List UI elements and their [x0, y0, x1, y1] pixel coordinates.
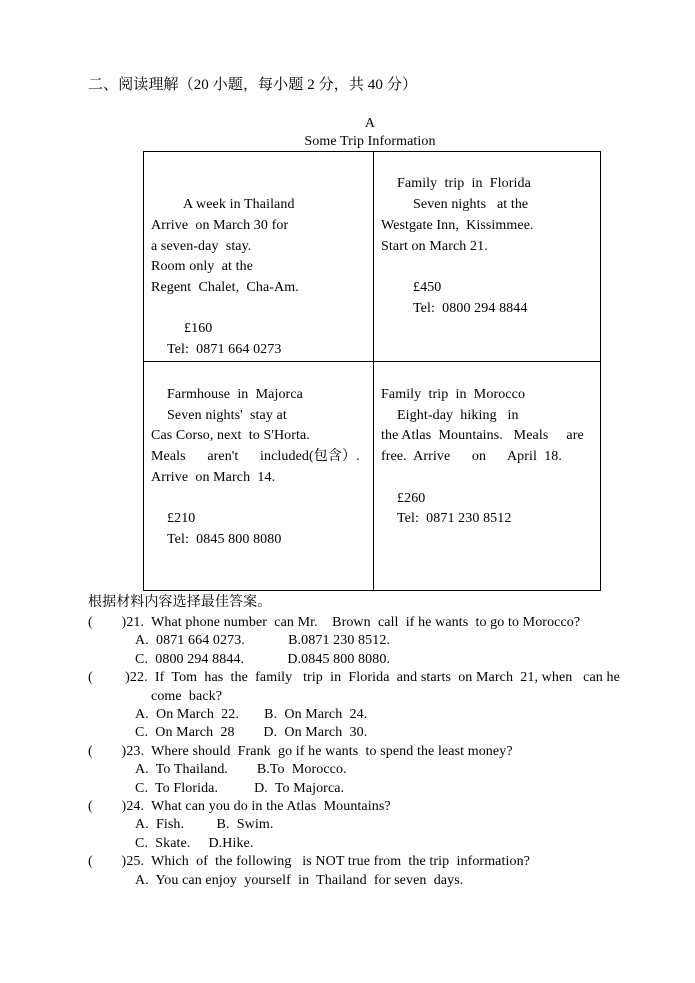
majorca-arrival: Arrive on March 14.	[151, 470, 276, 485]
trip-info-table	[143, 151, 601, 591]
instruction: 根据材料内容选择最佳答案。	[88, 595, 272, 610]
table-vertical-divider	[373, 151, 374, 590]
passage-letter: A	[364, 116, 376, 131]
morocco-tel: Tel: 0871 230 8512	[397, 511, 512, 526]
thailand-price: £160	[184, 321, 213, 336]
table-horizontal-divider	[143, 361, 601, 362]
florida-hotel: Westgate Inn, Kissimmee.	[381, 218, 534, 233]
morocco-meals: the Atlas Mountains. Meals are	[381, 428, 584, 443]
florida-tel: Tel: 0800 294 8844	[413, 301, 528, 316]
morocco-heading: Family trip in Morocco	[381, 387, 526, 402]
q23-options-cd: C. To Florida. D. To Majorca.	[135, 781, 345, 796]
florida-nights: Seven nights at the	[413, 197, 529, 212]
majorca-meals: Meals aren't included(包含）.	[151, 449, 360, 464]
q21-stem: ( )21. What phone number can Mr. Brown call if he wants to go to Morocco?	[88, 615, 581, 630]
q24-options-cd: C. Skate. D.Hike.	[135, 836, 254, 851]
florida-start: Start on March 21.	[381, 239, 488, 254]
thailand-tel: Tel: 0871 664 0273	[167, 342, 282, 357]
q22-stem-line2: come back?	[151, 689, 223, 704]
passage-title: Some Trip Information	[304, 134, 436, 149]
q24-stem: ( )24. What can you do in the Atlas Mountains?	[88, 799, 391, 814]
thailand-hotel: Regent Chalet, Cha-Am.	[151, 280, 299, 295]
q22-stem-line1: ( )22. If Tom has the family trip in Florida and starts on March 21, when can he	[88, 670, 620, 685]
majorca-stay: Seven nights' stay at	[167, 408, 287, 423]
section-title: 二、阅读理解（20 小题，每小题 2 分，共 40 分）	[88, 77, 418, 93]
q25-option-a: A. You can enjoy yourself in Thailand for seven days.	[135, 873, 464, 888]
q23-stem: ( )23. Where should Frank go if he wants to spend the least money?	[88, 744, 513, 759]
thailand-room: Room only at the	[151, 259, 254, 274]
thailand-stay: a seven-day stay.	[151, 239, 252, 254]
majorca-location: Cas Corso, next to S'Horta.	[151, 428, 310, 443]
morocco-arrival: free. Arrive on April 18.	[381, 449, 562, 464]
morocco-hiking: Eight-day hiking in	[397, 408, 519, 423]
majorca-price: £210	[167, 511, 196, 526]
florida-price: £450	[413, 280, 442, 295]
q21-options-ab: A. 0871 664 0273. B.0871 230 8512.	[135, 633, 391, 648]
thailand-arrival: Arrive on March 30 for	[151, 218, 289, 233]
q24-options-ab: A. Fish. B. Swim.	[135, 817, 274, 832]
q22-options-cd: C. On March 28 D. On March 30.	[135, 725, 368, 740]
q21-options-cd: C. 0800 294 8844. D.0845 800 8080.	[135, 652, 391, 667]
q23-options-ab: A. To Thailand. B.To Morocco.	[135, 762, 347, 777]
q22-options-ab: A. On March 22. B. On March 24.	[135, 707, 368, 722]
morocco-price: £260	[397, 491, 426, 506]
q25-stem: ( )25. Which of the following is NOT true from the trip information?	[88, 854, 530, 869]
florida-heading: Family trip in Florida	[397, 176, 531, 191]
majorca-tel: Tel: 0845 800 8080	[167, 532, 282, 547]
majorca-heading: Farmhouse in Majorca	[167, 387, 303, 402]
thailand-heading: A week in Thailand	[183, 197, 295, 212]
